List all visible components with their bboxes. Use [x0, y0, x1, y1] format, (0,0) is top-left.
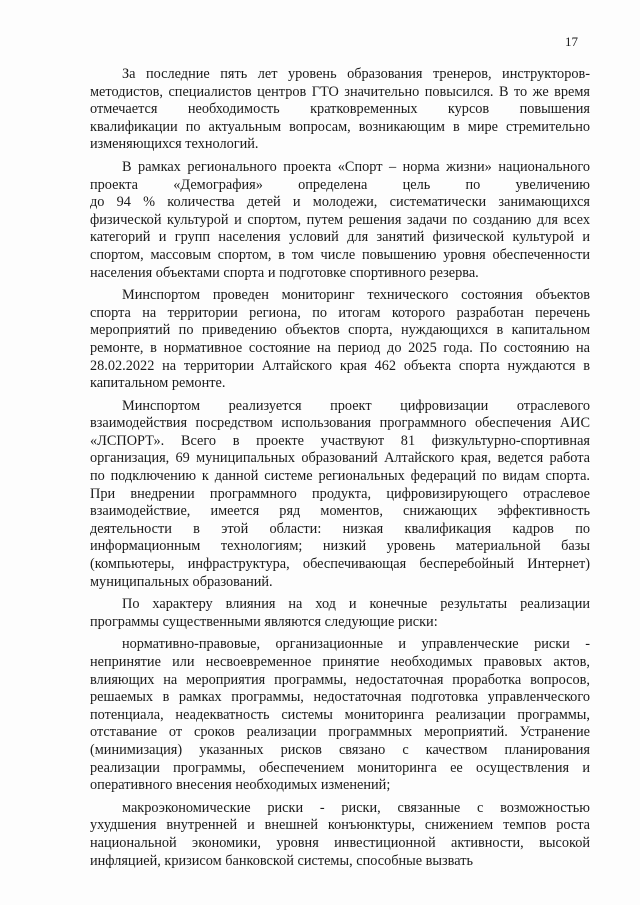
paragraph-line: методистов, специалистов центров ГТО значительно повысился. В то же время	[90, 83, 590, 100]
paragraph-line: (компьютеры, инфраструктура, обеспечивающая бесперебойный Интернет)	[90, 556, 590, 573]
paragraph-line: (минимизация) указанных рисков связано с качеством планирования	[90, 741, 590, 758]
paragraph-line: оперативного внесения необходимых изменений;	[90, 777, 391, 794]
paragraph-line: Минспортом реализуется проект цифровизации отраслевого	[122, 397, 590, 414]
paragraph-line: квалификации по актуальным вопросам, возникающим в мире стремительно	[90, 118, 590, 135]
paragraph-line: При внедрении программного продукта, цифровизирующего отраслевое	[90, 485, 590, 502]
paragraph-line: капитальном ремонте.	[90, 375, 226, 392]
paragraph-line: проекта «Демография» определена цель по увеличению	[90, 176, 590, 193]
paragraph-line: национальной экономики, уровня инвестиционной активности, высокой	[90, 834, 590, 851]
paragraph-line: отставание от сроков реализации программных мероприятий. Устранение	[90, 724, 590, 741]
paragraph-line: Минспортом проведен мониторинг технического состояния объектов	[122, 287, 590, 304]
paragraph-line: ремонте, в нормативное состояние на период до 2025 года. По состоянию на	[90, 339, 590, 356]
paragraph-line: отмечается необходимость кратковременных курсов повышения	[90, 101, 590, 118]
paragraph-line: В рамках регионального проекта «Спорт – норма жизни» национального	[122, 158, 590, 175]
paragraph-line: инфляцией, кризисом банковской системы, способные вызвать	[90, 852, 473, 869]
paragraph-line: влияющих на мероприятия программы, недостаточная проработка вопросов,	[90, 671, 590, 688]
paragraph-line: спорта на территории региона, по итогам которого разработан перечень	[90, 304, 590, 321]
paragraph-line: макроэкономические риски - риски, связанные с возможностью	[122, 799, 590, 816]
paragraph-line: категорий и групп населения условий для занятий физической культурой и	[90, 229, 590, 246]
document-body	[90, 66, 590, 875]
paragraph-line: организация, 69 муниципальных образований Алтайского края, ведется работа	[90, 450, 590, 467]
paragraph-line: потенциала, неадекватность системы мониторинга реализации программы,	[90, 706, 590, 723]
paragraph	[90, 596, 590, 631]
paragraph-line: 28.02.2022 на территории Алтайского края 462 объекта спорта нуждаются в	[90, 357, 590, 374]
paragraph-line: мероприятий по приведению объектов спорта, нуждающихся в капитальном	[90, 322, 590, 339]
paragraph-line: «ЛСПОРТ». Всего в проекте участвуют 81 физкультурно-спортивная	[90, 432, 590, 449]
paragraph	[90, 159, 590, 282]
paragraph-line: взаимодействия посредством использования программного обеспечения АИС	[90, 415, 590, 432]
paragraph-line: взаимодействие, имеется ряд моментов, снижающих эффективность	[90, 503, 590, 520]
paragraph-line: реализации программы, обеспечением мониторинга ее осуществления и	[90, 759, 590, 776]
paragraph	[90, 800, 590, 870]
paragraph	[90, 287, 590, 393]
paragraph	[90, 398, 590, 592]
paragraph-line: физической культурой и спортом, путем решения задачи по созданию для всех	[90, 211, 590, 228]
paragraph-line: спортом, массовым спортом, в том числе повышению уровня обеспеченности	[90, 246, 590, 263]
paragraph-line: муниципальных образований.	[90, 573, 273, 590]
paragraph-line: до 94 % количества детей и молодежи, систематически занимающихся	[90, 194, 590, 211]
paragraph-line: нормативно-правовые, организационные и управленческие риски -	[122, 636, 590, 653]
paragraph-line: По характеру влияния на ход и конечные результаты реализации	[122, 596, 590, 613]
paragraph-line: информационным технологиям; низкий уровень материальной базы	[90, 538, 590, 555]
paragraph-line: программы существенными являются следующие риски:	[90, 613, 438, 630]
paragraph	[90, 636, 590, 794]
paragraph-line: непринятие или несвоевременное принятие необходимых правовых актов,	[90, 654, 590, 670]
paragraph-line: решаемых в рамках программы, недостаточная подготовка управленческого	[90, 689, 590, 706]
paragraph-line: За последние пять лет уровень образования тренеров, инструкторов-	[122, 66, 590, 82]
paragraph	[90, 66, 590, 154]
paragraph-line: изменяющихся технологий.	[90, 136, 259, 153]
paragraph-line: по подключению к данной системе региональных федераций по видам спорта.	[90, 468, 590, 485]
paragraph-line: населения объектами спорта и подготовке спортивного резерва.	[90, 264, 479, 281]
page-number: 17	[565, 34, 578, 49]
paragraph-line: деятельности в этой области: низкая квалификация кадров по	[90, 520, 590, 537]
paragraph-line: ухудшения внутренней и внешней конъюнктуры, снижением темпов роста	[90, 817, 590, 834]
